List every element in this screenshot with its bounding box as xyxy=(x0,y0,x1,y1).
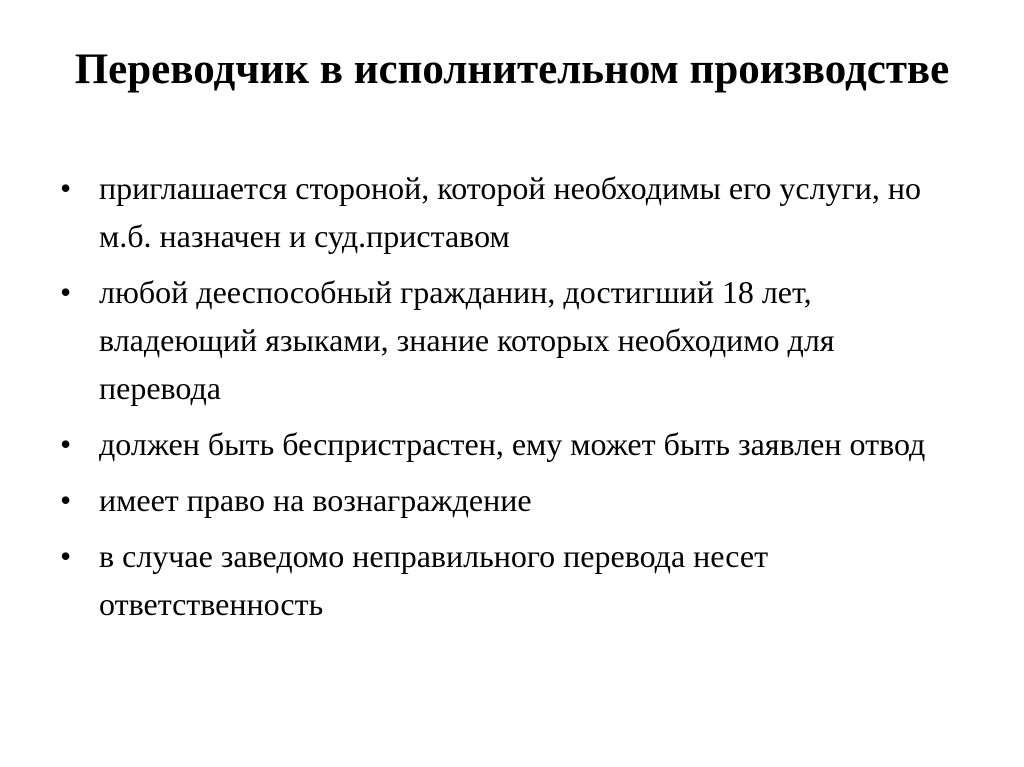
bullet-text: приглашается стороной, которой необходимы его услуги, но м.б. назначен и суд.приставом xyxy=(99,170,921,254)
bullet-item xyxy=(60,420,960,468)
slide-title: Переводчик в исполнительном производстве xyxy=(74,46,950,93)
bullet-item xyxy=(60,476,960,524)
bullet-dot-icon: • xyxy=(60,274,72,310)
bullet-text: любой дееспособный гражданин, достигший 18 лет, владеющий языками, знание которых необходимо для перевода xyxy=(99,274,835,406)
bullet-dot-icon: • xyxy=(60,482,72,518)
bullet-text: в случае заведомо неправильного перевода несет ответственность xyxy=(99,538,769,622)
bullet-list xyxy=(60,164,960,636)
bullet-item xyxy=(60,164,960,260)
bullet-dot-icon: • xyxy=(60,426,72,462)
bullet-item xyxy=(60,532,960,628)
bullet-text: имеет право на вознаграждение xyxy=(99,482,532,518)
bullet-text: должен быть беспристрастен, ему может быть заявлен отвод xyxy=(99,426,926,462)
bullet-item xyxy=(60,268,960,412)
bullet-dot-icon: • xyxy=(60,170,72,206)
bullet-dot-icon: • xyxy=(60,538,72,574)
